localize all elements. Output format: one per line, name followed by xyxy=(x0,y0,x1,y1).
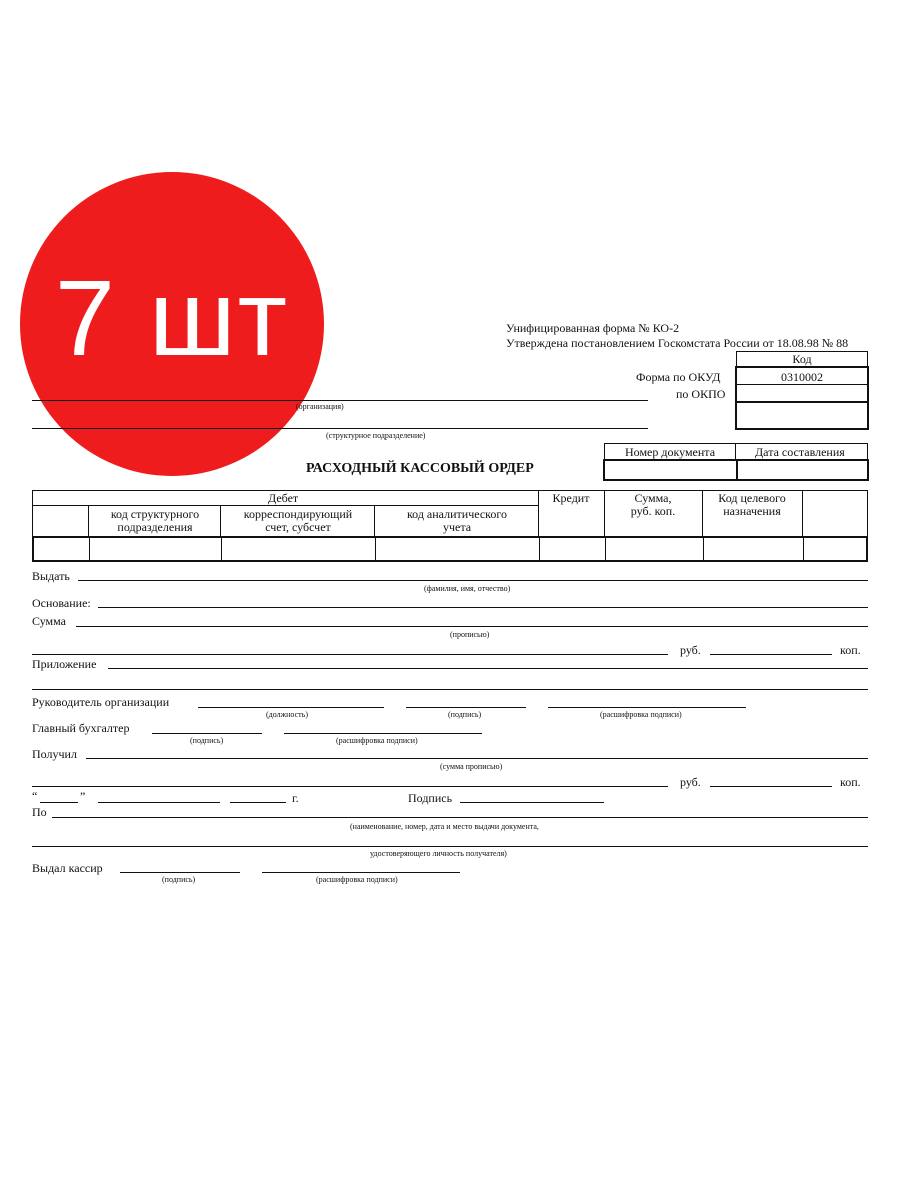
signature-label: Подпись xyxy=(408,791,453,805)
head-signature-caption: (подпись) xyxy=(448,710,482,719)
issue-label: Выдать xyxy=(32,569,70,583)
credit-header: Кредит xyxy=(552,491,590,505)
quantity-badge xyxy=(20,172,324,476)
table-row[interactable] xyxy=(32,536,868,562)
division-code-header-2: подразделения xyxy=(117,520,193,534)
id-document-line[interactable] xyxy=(52,817,868,818)
rub-label: руб. xyxy=(680,643,701,657)
kop-label: коп. xyxy=(840,643,861,657)
okpo-label: по ОКПО xyxy=(676,387,726,401)
month-line[interactable] xyxy=(98,802,220,803)
quote-open: “ xyxy=(32,789,38,803)
basis-label: Основание: xyxy=(32,596,91,610)
sum-header-2: руб. коп. xyxy=(630,504,676,518)
document-title: РАСХОДНЫЙ КАССОВЫЙ ОРДЕР xyxy=(306,461,534,476)
year-line[interactable] xyxy=(230,802,286,803)
analytic-header-1: код аналитического xyxy=(406,507,508,521)
accounting-table xyxy=(32,490,868,562)
cashier-signature-line[interactable] xyxy=(120,872,240,873)
head-signature-line[interactable] xyxy=(406,707,526,708)
chief-decode-caption: (расшифровка подписи) xyxy=(336,736,418,745)
basis-line[interactable] xyxy=(98,607,868,608)
cashier-decode-line[interactable] xyxy=(262,872,460,873)
account-header-1: корреспондирующий xyxy=(243,507,353,521)
sum-line[interactable] xyxy=(76,626,868,627)
form-name: Унифицированная форма № КО-2 xyxy=(506,321,680,335)
id-document-caption-2: удостоверяющего личность получателя) xyxy=(370,849,507,858)
received-kop-line[interactable] xyxy=(710,786,832,787)
attachment-line[interactable] xyxy=(108,668,868,669)
received-kop-label: коп. xyxy=(840,775,861,789)
chief-decode-line[interactable] xyxy=(284,733,482,734)
purpose-header-1: Код целевого xyxy=(718,491,786,505)
division-code-header-1: код структурного xyxy=(110,507,200,521)
received-rub-label: руб. xyxy=(680,775,701,789)
doc-date-header: Дата составления xyxy=(755,445,845,459)
doc-value-row[interactable] xyxy=(603,459,869,481)
debit-header: Дебет xyxy=(268,491,299,505)
by-label: По xyxy=(32,805,47,819)
day-line[interactable] xyxy=(40,802,78,803)
okud-value: 0310002 xyxy=(781,370,823,384)
id-document-line-2[interactable] xyxy=(32,846,868,847)
cashier-label: Выдал кассир xyxy=(32,861,103,875)
head-decode-caption: (расшифровка подписи) xyxy=(600,710,682,719)
fio-caption: (фамилия, имя, отчество) xyxy=(424,584,511,593)
sum-label: Сумма xyxy=(32,614,66,628)
received-line-2[interactable] xyxy=(32,786,668,787)
id-document-caption-1: (наименование, номер, дата и место выдачи документа, xyxy=(350,822,539,831)
code-box xyxy=(735,366,869,430)
account-header-2: счет, субсчет xyxy=(265,520,331,534)
organization-line[interactable] xyxy=(32,400,648,401)
cashier-decode-caption: (расшифровка подписи) xyxy=(316,875,398,884)
code-header: Код xyxy=(792,352,812,366)
sum-header-1: Сумма, xyxy=(634,491,672,505)
received-line[interactable] xyxy=(86,758,868,759)
received-label: Получил xyxy=(32,747,77,761)
head-position-line[interactable] xyxy=(198,707,384,708)
quantity-badge-text: 7 шт xyxy=(54,256,290,378)
chief-signature-caption: (подпись) xyxy=(190,736,224,745)
sum-in-words-caption: (сумма прописью) xyxy=(440,762,503,771)
attachment-label: Приложение xyxy=(32,657,97,671)
doc-header-row xyxy=(604,443,868,460)
purpose-header-2: назначения xyxy=(723,504,781,518)
approval-note: Утверждена постановлением Госкомстата России от 18.08.98 № 88 xyxy=(506,336,849,350)
issue-line[interactable] xyxy=(78,580,868,581)
kop-input-line[interactable] xyxy=(710,654,832,655)
okud-label: Форма по ОКУД xyxy=(636,370,721,384)
organization-caption: (организация) xyxy=(296,402,344,411)
analytic-header-2: учета xyxy=(442,520,472,534)
chief-signature-line[interactable] xyxy=(152,733,262,734)
division-line[interactable] xyxy=(32,428,648,429)
quote-close: ” xyxy=(80,789,86,803)
attachment-line-2[interactable] xyxy=(32,689,868,690)
sum-words-caption: (прописью) xyxy=(450,630,490,639)
doc-number-header: Номер документа xyxy=(625,445,716,459)
receiver-signature-line[interactable] xyxy=(460,802,604,803)
head-position-caption: (должность) xyxy=(266,710,308,719)
year-label: г. xyxy=(292,791,299,805)
head-label: Руководитель организации xyxy=(32,695,170,709)
head-decode-line[interactable] xyxy=(548,707,746,708)
chief-accountant-label: Главный бухгалтер xyxy=(32,721,130,735)
code-header-cell xyxy=(736,351,868,367)
division-caption: (структурное подразделение) xyxy=(326,431,426,440)
sum-line-2[interactable] xyxy=(32,654,668,655)
cashier-signature-caption: (подпись) xyxy=(162,875,196,884)
